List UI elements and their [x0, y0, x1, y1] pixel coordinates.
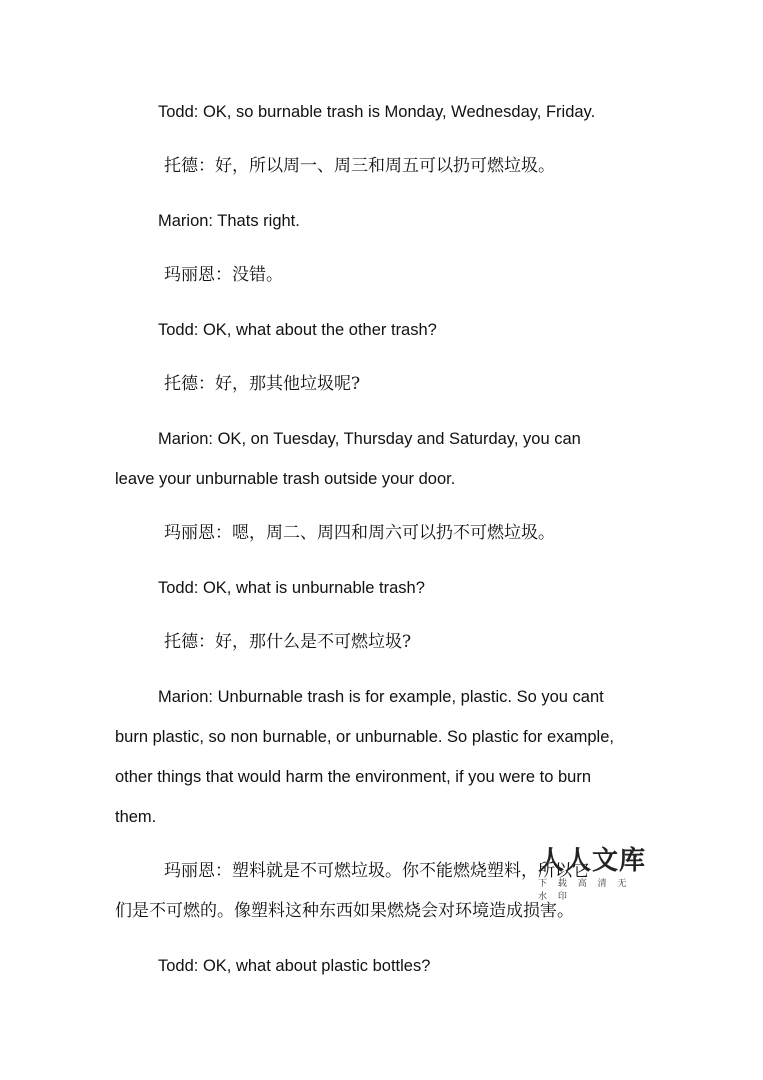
dialogue-line-marion: Marion: Thats right. — [158, 212, 300, 230]
dialogue-line-marion-zh-cont: 们是不可燃的。像塑料这种东西如果燃烧会对环境造成损害。 — [115, 901, 574, 921]
dialogue-line-todd: Todd: OK, what about the other trash? — [158, 321, 437, 339]
dialogue-line-todd-zh: 托德：好，那其他垃圾呢? — [164, 374, 361, 394]
dialogue-line-todd-zh: 托德：好，所以周一、周三和周五可以扔可燃垃圾。 — [164, 156, 555, 176]
dialogue-line-marion-zh: 玛丽恩：没错。 — [164, 265, 283, 285]
dialogue-line-marion: Marion: OK, on Tuesday, Thursday and Saturday, you can — [158, 430, 581, 448]
dialogue-line-todd: Todd: OK, so burnable trash is Monday, Wednesday, Friday. — [158, 103, 596, 121]
dialogue-line-todd: Todd: OK, what is unburnable trash? — [158, 579, 425, 597]
dialogue-line-todd: Todd: OK, what about plastic bottles? — [158, 957, 431, 975]
dialogue-line-marion-cont: burn plastic, so non burnable, or unburnable. So plastic for example, — [115, 728, 614, 746]
watermark-title: 人人文库 — [538, 846, 647, 876]
dialogue-line-marion-cont: other things that would harm the environment, if you were to burn — [115, 768, 592, 786]
dialogue-line-marion: Marion: Unburnable trash is for example, plastic. So you cant — [158, 688, 604, 706]
watermark-subtitle: 下 载 高 清 无 水 印 — [538, 879, 631, 902]
dialogue-line-marion-zh: 玛丽恩：嗯，周二、周四和周六可以扔不可燃垃圾。 — [164, 523, 555, 543]
dialogue-line-marion-cont: leave your unburnable trash outside your door. — [115, 470, 456, 488]
dialogue-line-todd-zh: 托德：好，那什么是不可燃垃圾? — [164, 632, 412, 652]
dialogue-line-marion-zh: 玛丽恩：塑料就是不可燃垃圾。你不能燃烧塑料，所以它 — [164, 861, 589, 881]
dialogue-line-marion-cont: them. — [115, 808, 157, 826]
